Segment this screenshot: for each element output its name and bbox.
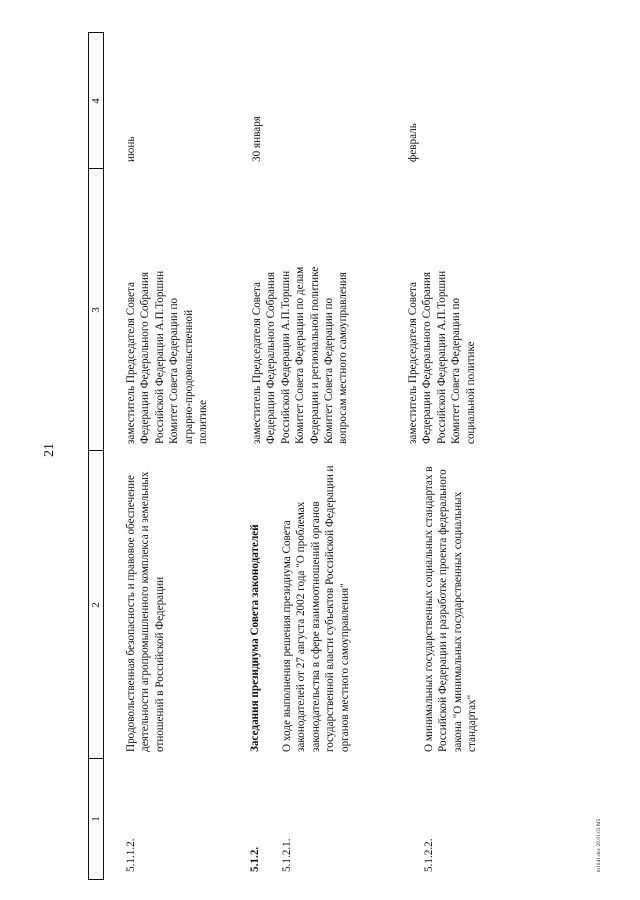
- item-description: О ходе выполнения решения президиума Совета законодателей от 27 августа 2002 года "О проблемах законодательства в сфере взаимоотношений органов государственной власти субъектов Российской Федерации и органов местного самоуправления": [281, 465, 351, 752]
- item-responsible: [124, 174, 210, 444]
- responsible-line: заместитель Председателя Совета: [251, 282, 263, 444]
- rotated-page: [30, 20, 610, 880]
- item-responsible: [406, 174, 478, 444]
- responsible-line: Комитет Совета Федерации по: [168, 297, 181, 444]
- responsible-line: Российской Федерации А.П.Торшин: [435, 270, 448, 444]
- header-col-2: 2: [90, 602, 102, 608]
- responsible-line: Комитет Совета Федерации по делам: [294, 266, 307, 444]
- responsible-line: заместитель Председателя Совета: [407, 282, 419, 444]
- item-description: О минимальных государственных социальных стандартах в Российской Федерации и разработке проекта федерального закона "О минимальных государственных социальных стандартах": [423, 466, 479, 752]
- item-number: 5.1.2.: [249, 846, 261, 872]
- item-date: июнь: [125, 136, 137, 162]
- responsible-line: Федерации и региональной политике: [308, 266, 321, 444]
- document-footer-code: m1041.doc 29.01.03 M5: [597, 818, 602, 872]
- page-number: 21: [42, 443, 57, 457]
- responsible-line: Комитет Совета Федерации по: [450, 297, 463, 444]
- responsible-line: Федерации Федерального Собрания: [139, 272, 152, 444]
- item-number: 5.1.2.2.: [423, 838, 435, 872]
- header-col-1: 1: [90, 816, 102, 822]
- item-responsible: [250, 174, 351, 444]
- responsible-line: заместитель Председателя Совета: [125, 282, 137, 444]
- responsible-line: политике: [197, 399, 210, 444]
- responsible-line: вопросам местного самоуправления: [337, 272, 350, 444]
- responsible-line: Федерации Федерального Собрания: [421, 272, 434, 444]
- item-number: 5.1.1.2.: [125, 838, 137, 872]
- responsible-line: Российской Федерации А.П.Торшин: [279, 270, 292, 444]
- item-date: 30 января: [251, 116, 263, 162]
- table-header: [88, 32, 104, 880]
- section-title: Заседания президиума Совета законодателей: [249, 524, 261, 752]
- header-col-3: 3: [90, 307, 102, 313]
- responsible-line: Комитет Совета Федерации по: [323, 297, 336, 444]
- responsible-line: Российской Федерации А.П.Торшин: [153, 270, 166, 444]
- item-date: февраль: [407, 123, 419, 162]
- item-number: 5.1.2.1.: [281, 838, 293, 872]
- item-description: Продовольственная безопасность и правовое обеспечение деятельности агропромышленного комплекса и земельных отношений в Российской Федерации: [125, 471, 166, 752]
- responsible-line: аграрно-продовольственной: [182, 309, 195, 444]
- header-col-4: 4: [90, 98, 102, 104]
- responsible-line: Федерации Федерального Собрания: [265, 272, 278, 444]
- responsible-line: социальной политике: [464, 341, 477, 444]
